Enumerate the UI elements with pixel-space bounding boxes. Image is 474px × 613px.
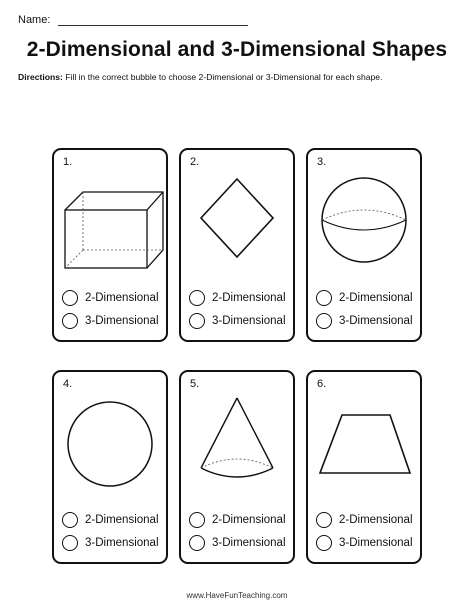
- rhombus-icon: [181, 172, 292, 272]
- bubble-3d[interactable]: [316, 535, 332, 551]
- card-number: 2.: [190, 156, 200, 168]
- card-number: 6.: [317, 378, 327, 390]
- rectangular-prism-icon: [54, 172, 165, 272]
- option-2d[interactable]: [316, 512, 413, 528]
- card-number: 4.: [63, 378, 73, 390]
- name-field: [18, 10, 248, 26]
- directions: [18, 72, 458, 82]
- bubble-3d[interactable]: [189, 535, 205, 551]
- bubble-3d[interactable]: [62, 313, 78, 329]
- option-3d[interactable]: [62, 313, 159, 329]
- option-2d[interactable]: [62, 290, 159, 306]
- option-3d-label: 3-Dimensional: [339, 315, 413, 327]
- option-3d[interactable]: [62, 535, 159, 551]
- sphere-icon: [308, 172, 419, 272]
- card-number: 3.: [317, 156, 327, 168]
- bubble-2d[interactable]: [189, 512, 205, 528]
- option-2d[interactable]: [189, 512, 286, 528]
- trapezoid-icon: [308, 394, 419, 494]
- circle-icon: [54, 394, 165, 494]
- option-3d[interactable]: [316, 313, 413, 329]
- directions-text: Fill in the correct bubble to choose 2-Dimensional or 3-Dimensional for each shape.: [65, 72, 383, 82]
- bubble-2d[interactable]: [189, 290, 205, 306]
- option-3d[interactable]: [316, 535, 413, 551]
- option-3d-label: 3-Dimensional: [85, 315, 159, 327]
- option-2d-label: 2-Dimensional: [212, 292, 286, 304]
- option-2d-label: 2-Dimensional: [85, 292, 159, 304]
- shape-card-5: [179, 370, 295, 564]
- bubble-2d[interactable]: [316, 290, 332, 306]
- option-2d-label: 2-Dimensional: [339, 514, 413, 526]
- shape-card-3: [306, 148, 422, 342]
- bubble-2d[interactable]: [62, 512, 78, 528]
- bubble-3d[interactable]: [189, 313, 205, 329]
- option-2d[interactable]: [189, 290, 286, 306]
- option-2d[interactable]: [316, 290, 413, 306]
- option-3d-label: 3-Dimensional: [339, 537, 413, 549]
- shape-card-6: [306, 370, 422, 564]
- option-2d-label: 2-Dimensional: [85, 514, 159, 526]
- option-3d[interactable]: [189, 313, 286, 329]
- bubble-2d[interactable]: [62, 290, 78, 306]
- footer-credit: www.HaveFunTeaching.com: [186, 591, 288, 600]
- option-2d-label: 2-Dimensional: [339, 292, 413, 304]
- option-2d[interactable]: [62, 512, 159, 528]
- option-2d-label: 2-Dimensional: [212, 514, 286, 526]
- option-3d-label: 3-Dimensional: [85, 537, 159, 549]
- name-line[interactable]: [58, 13, 248, 26]
- card-number: 5.: [190, 378, 200, 390]
- bubble-3d[interactable]: [62, 535, 78, 551]
- shape-card-1: [52, 148, 168, 342]
- shape-card-2: [179, 148, 295, 342]
- option-3d[interactable]: [189, 535, 286, 551]
- option-3d-label: 3-Dimensional: [212, 315, 286, 327]
- option-3d-label: 3-Dimensional: [212, 537, 286, 549]
- shape-card-4: [52, 370, 168, 564]
- name-label: Name:: [18, 14, 51, 26]
- page-title: 2-Dimensional and 3-Dimensional Shapes: [26, 38, 448, 61]
- directions-label: Directions:: [18, 72, 63, 82]
- cone-icon: [181, 394, 292, 494]
- bubble-3d[interactable]: [316, 313, 332, 329]
- bubble-2d[interactable]: [316, 512, 332, 528]
- card-number: 1.: [63, 156, 73, 168]
